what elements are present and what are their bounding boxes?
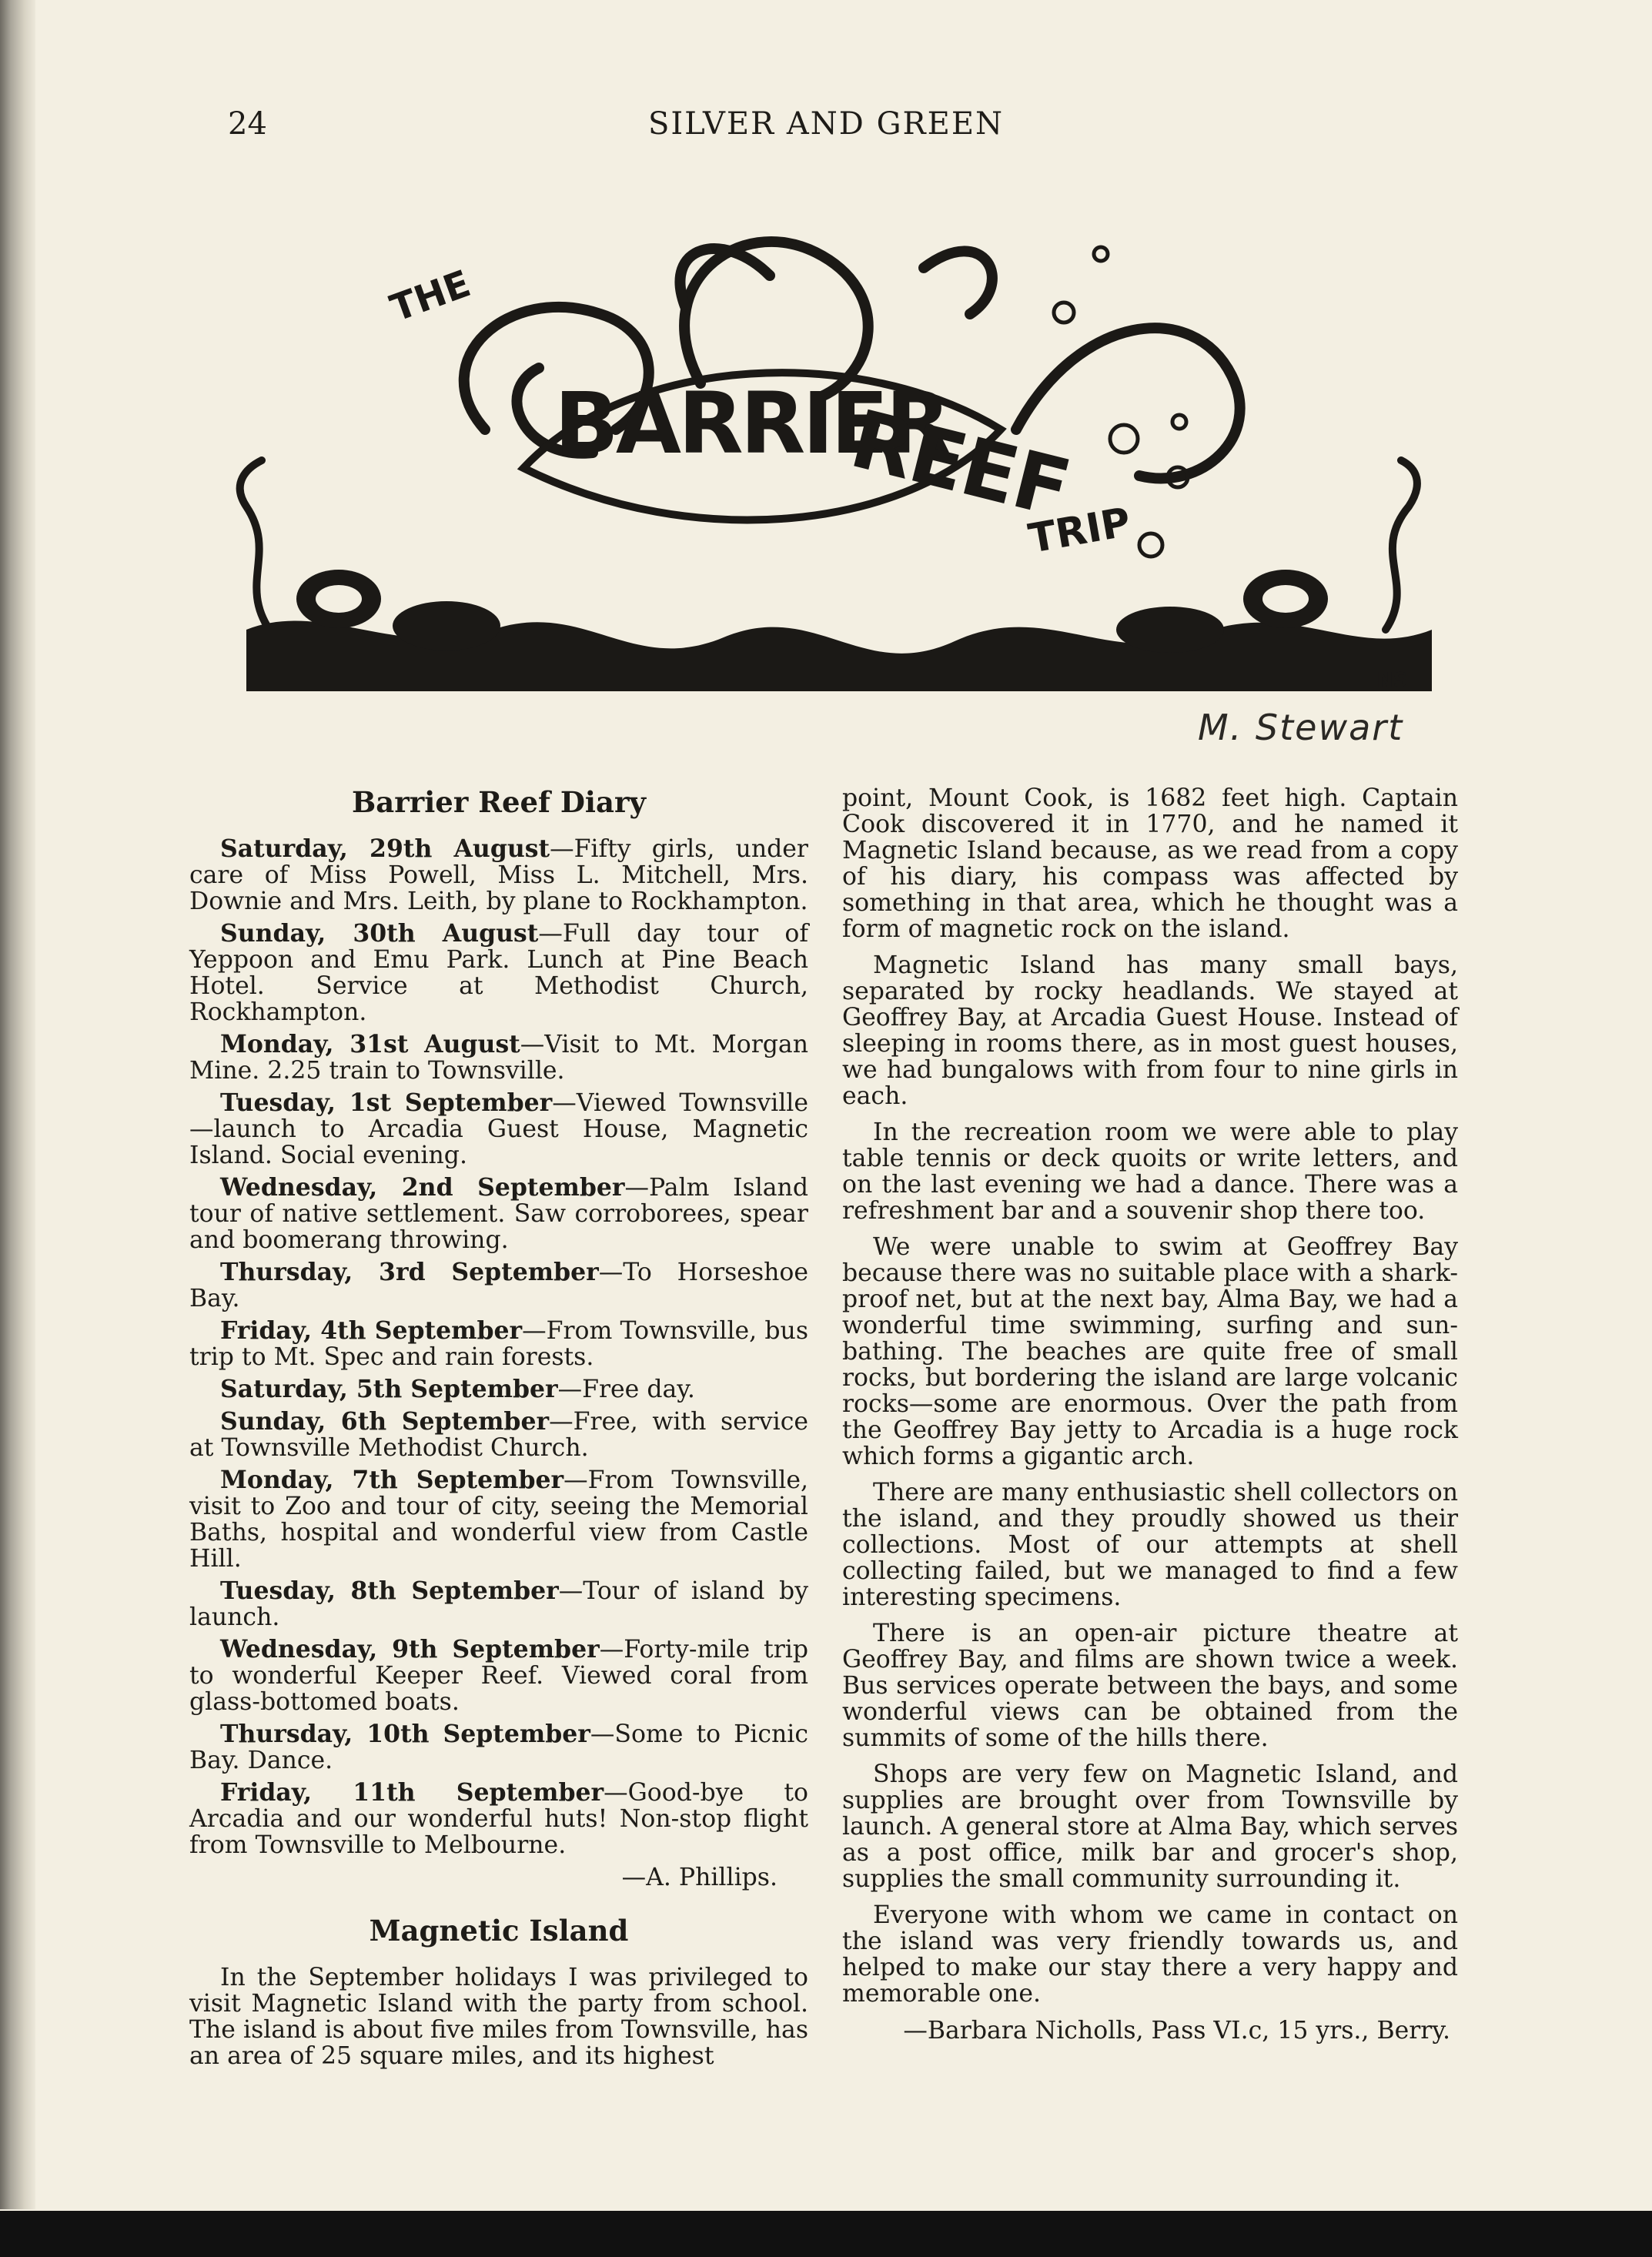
illustration-word-reef: REEF (841, 391, 1078, 537)
article-paragraph: Magnetic Island has many small bays, separated by rocky headlands. We stayed at Geoffrey Bay, at Arcadia Guest House. Instead of sleeping in rooms there, as in most guest houses, we had bungalows with from four to nine girls in each. (842, 951, 1458, 1110)
page-number: 24 (228, 106, 267, 142)
diary-entry: Saturday, 5th September—Free day. (220, 1375, 695, 1403)
diary-entry: Friday, 4th September—From Townsville, bus trip to Mt. Spec and rain forests. (189, 1316, 808, 1371)
illustration-word-the: THE (384, 262, 477, 331)
diary-entry: Sunday, 6th September—Free, with service at Townsville Methodist Church. (189, 1407, 808, 1462)
diary-entry: Wednesday, 2nd September—Palm Island tour of native settlement. Saw corroborees, spear and boomerang throwing. (189, 1173, 808, 1254)
seaweed-right (1386, 460, 1417, 630)
scan-bottom-edge (0, 2211, 1652, 2257)
article-paragraph-continued: point, Mount Cook, is 1682 feet high. Captain Cook discovered it in 1770, and he named it Magnetic Island because, as we read from a copy of his diary, his compass was affected by something in that area, which he thought was a form of magnetic rock on the island. (842, 784, 1458, 943)
bubble (1139, 533, 1162, 557)
diary-entry: Monday, 31st August—Visit to Mt. Morgan Mine. 2.25 train to Townsville. (189, 1030, 808, 1085)
running-head: SILVER AND GREEN (647, 106, 1005, 142)
article-paragraph: In the September holidays I was privileged to visit Magnetic Island with the party from school. The island is about five miles from Townsville, has an area of 25 square miles, and its highest (189, 1964, 808, 2070)
bubble (1094, 247, 1108, 261)
diary-entry: Monday, 7th September—From Townsville, visit to Zoo and tour of city, seeing the Memorial Baths, hospital and wonderful view from Castle Hill. (189, 1466, 808, 1573)
left-column (189, 785, 808, 2075)
article-paragraph: We were unable to swim at Geoffrey Bay because there was no suitable place with a shark-proof net, but at the next bay, Alma Bay, we had a wonderful time swimming, surfing and sun-bathing. The beaches are quite free of small rocks, but bordering the island are large volcanic rocks—some are enormous. Over the path from the Geoffrey Bay jetty to Arcadia is a huge rock which forms a gigantic arch. (842, 1233, 1458, 1470)
article-paragraph: There are many enthusiastic shell collectors on the island, and they proudly showed us their collections. Most of our attempts at shell collecting failed, but we managed to find a few interesting specimens. (842, 1479, 1458, 1611)
bubble (1172, 415, 1186, 429)
rock (393, 601, 500, 650)
article-paragraph: Everyone with whom we came in contact on the island was very friendly towards us, and helped to make our stay there a very happy and memorable one. (842, 1901, 1458, 2008)
diary-entry: Wednesday, 9th September—Forty-mile trip to wonderful Keeper Reef. Viewed coral from glass-bottomed boats. (189, 1635, 808, 1716)
diary-entry: Thursday, 3rd September—To Horseshoe Bay. (189, 1258, 808, 1312)
illustration-word-barrier: BARRIER (554, 374, 948, 473)
article-paragraph: In the recreation room we were able to play table tennis or deck quoits or write letters, and on the last evening we had a dance. There was a refreshment bar and a souvenir shop there too. (842, 1118, 1458, 1225)
seaweed-left (240, 460, 269, 630)
magnetic-island-title: Magnetic Island (369, 1914, 629, 1948)
artist-signature: M. Stewart (1198, 707, 1404, 748)
bubble (1054, 303, 1074, 323)
diary-entry: Thursday, 10th September—Some to Picnic Bay. Dance. (189, 1720, 809, 1774)
diary-entry: Tuesday, 1st September—Viewed Townsville—launch to Arcadia Guest House, Magnetic Island. Social evening. (189, 1088, 808, 1169)
article-author: —Barbara Nicholls, Pass VI.c, 15 yrs., Berry. (903, 2017, 1450, 2045)
fish-tail-lower (924, 251, 992, 314)
diary-entry: Friday, 11th September—Good-bye to Arcadia and our wonderful huts! Non-stop flight from Townsville to Melbourne. (189, 1778, 809, 1859)
diary-author: —A. Phillips. (621, 1864, 778, 1891)
diary-title: Barrier Reef Diary (352, 785, 646, 819)
book-binding-edge (0, 0, 35, 2209)
right-column (842, 785, 1458, 2054)
illustration-monogram: NS (1376, 669, 1408, 692)
diary-entry: Tuesday, 8th September—Tour of island by launch. (189, 1577, 809, 1631)
bubble (1110, 425, 1138, 453)
diary-entry: Saturday, 29th August—Fifty girls, under care of Miss Powell, Miss L. Mitchell, Mrs. Downie and Mrs. Leith, by plane to Rockhampton. (189, 834, 808, 915)
article-paragraph: Shops are very few on Magnetic Island, and supplies are brought over from Townsville by launch. A general store at Alma Bay, which serves as a post office, milk bar and grocer's shop, supplies the small community surrounding it. (842, 1760, 1458, 1893)
illustration-word-trip: TRIP (1025, 499, 1135, 563)
article-paragraph: There is an open-air picture theatre at Geoffrey Bay, and films are shown twice a week. Bus services operate between the bays, and some wonderful views can be obtained from the summits of some of the hills there. (842, 1620, 1458, 1752)
barrier-reef-trip-illustration (231, 199, 1447, 707)
rock (1116, 607, 1224, 653)
diary-entry: Sunday, 30th August—Full day tour of Yeppoon and Emu Park. Lunch at Pine Beach Hotel. Service at Methodist Church, Rockhampton. (189, 919, 808, 1026)
